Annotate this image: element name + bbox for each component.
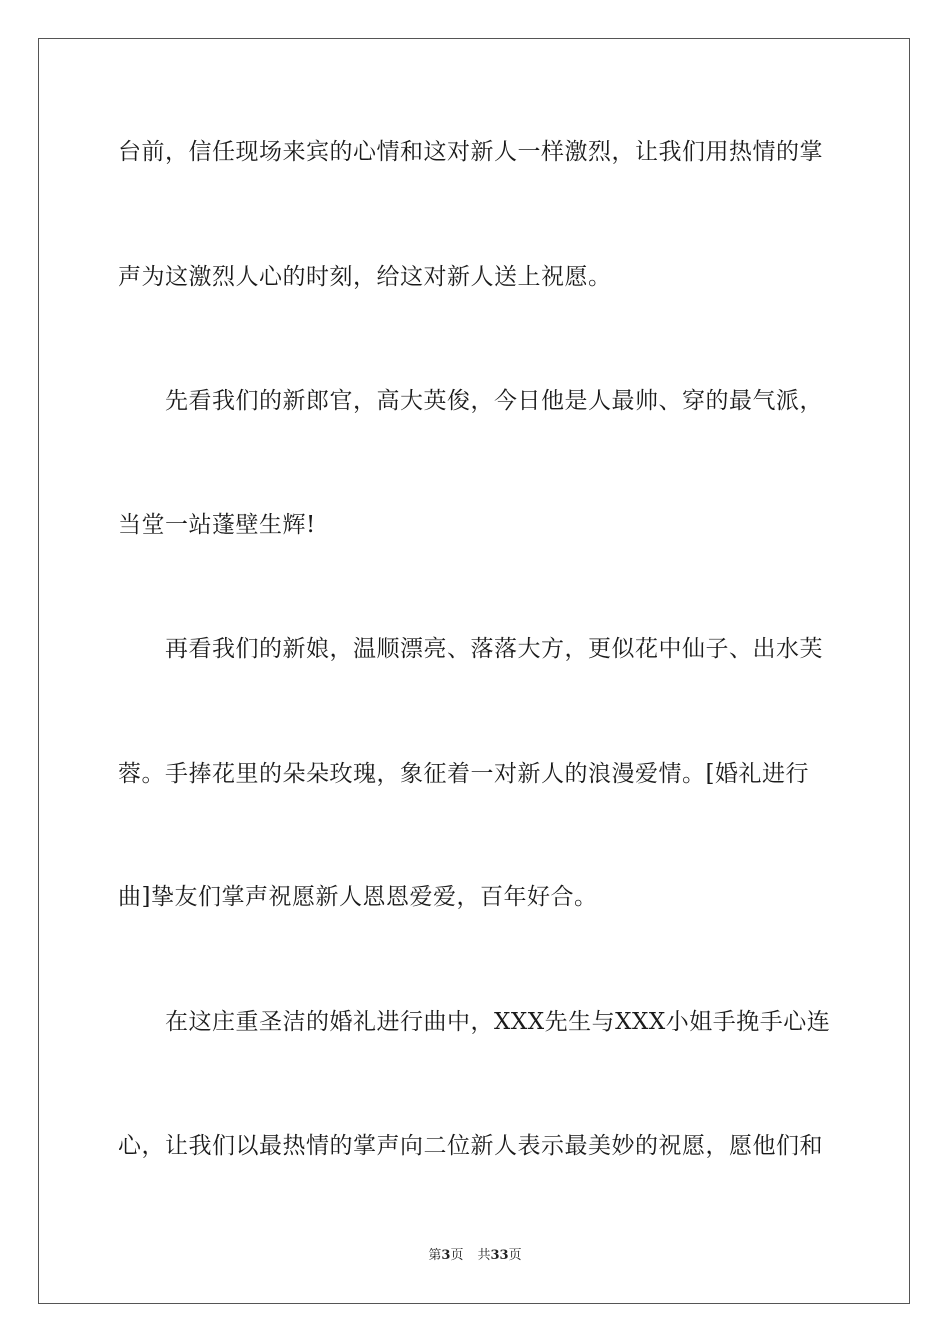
total-prefix: 共 — [477, 1248, 491, 1263]
page-total: 33 — [490, 1248, 509, 1263]
text-line-8: 在这庄重圣洁的婚礼进行曲中，XXX先生与XXX小姐手挽手心连 — [118, 1009, 831, 1035]
page-suffix: 页 — [450, 1248, 464, 1263]
text-line-7: 曲]挚友们掌声祝愿新人恩恩爱爱，百年好合。 — [118, 884, 598, 910]
text-line-9: 心，让我们以最热情的掌声向二位新人表示最美妙的祝愿，愿他们和 — [118, 1133, 823, 1159]
text-line-1: 台前，信任现场来宾的心情和这对新人一样激烈，让我们用热情的掌 — [118, 139, 823, 165]
total-suffix: 页 — [508, 1248, 522, 1263]
page-current: 3 — [441, 1248, 451, 1263]
page-prefix: 第 — [428, 1248, 442, 1263]
text-line-4: 当堂一站蓬壁生辉! — [118, 512, 316, 538]
page-footer — [0, 1247, 950, 1265]
page-border — [38, 38, 910, 1304]
text-line-6: 蓉。手捧花里的朵朵玫瑰，象征着一对新人的浪漫爱情。[婚礼进行 — [118, 761, 809, 787]
text-line-5: 再看我们的新娘，温顺漂亮、落落大方，更似花中仙子、出水芙 — [118, 636, 823, 662]
text-line-3: 先看我们的新郎官，高大英俊，今日他是人最帅、穿的最气派， — [118, 388, 823, 414]
text-line-2: 声为这激烈人心的时刻，给这对新人送上祝愿。 — [118, 264, 612, 290]
